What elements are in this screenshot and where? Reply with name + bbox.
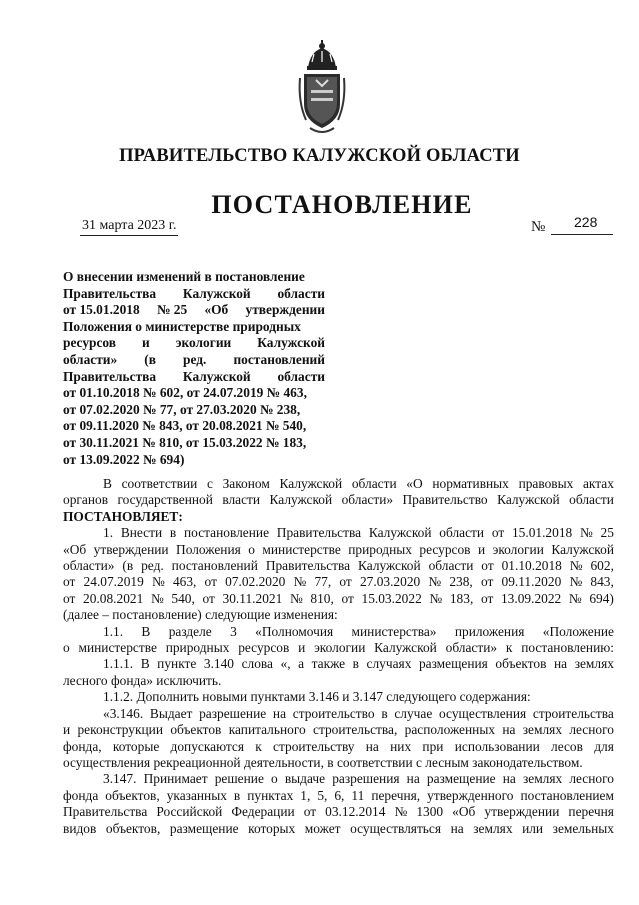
body-word: на — [406, 771, 420, 787]
body-word: землях — [473, 820, 513, 836]
body-word: 843, — [590, 574, 614, 590]
body-word: на — [554, 656, 568, 672]
document-date: 31 марта 2023 г. — [80, 218, 178, 236]
body-word: использовании — [454, 738, 540, 754]
body-word: от — [481, 558, 494, 574]
body-word: «Положение — [542, 623, 614, 639]
subject-word: и — [141, 335, 150, 351]
body-word: разделе — [168, 623, 212, 639]
body-word: 03.12.2014 — [325, 804, 386, 820]
body-word: осуществления — [439, 705, 527, 721]
body-word: лесного — [569, 771, 614, 787]
body-word: постановлений — [171, 558, 258, 574]
subject-line: от 07.02.2020 № 77, от 27.03.2020 № 238, — [63, 401, 301, 417]
body-line — [63, 656, 614, 672]
body-word: актах — [582, 476, 614, 491]
body-word: которые — [112, 738, 160, 754]
body-word: которых — [248, 820, 296, 836]
body-word: строительства, — [313, 722, 398, 738]
body-word: области — [428, 558, 474, 574]
body-word: № — [151, 574, 165, 590]
body-word: «Об — [452, 804, 476, 820]
body-word: № — [568, 590, 582, 606]
body-word: капитального — [228, 722, 306, 738]
body-line — [63, 739, 614, 755]
body-word: 30.11.2021 — [222, 590, 283, 606]
body-word: «, — [280, 656, 291, 672]
body-word: а — [298, 656, 305, 672]
body-word: Калужской — [269, 492, 333, 508]
body-word: 09.11.2020 — [501, 574, 562, 590]
number-underline — [551, 234, 613, 235]
body-word: в — [381, 705, 388, 721]
body-word: 810, — [310, 590, 334, 606]
body-word: объектов, — [105, 787, 160, 803]
body-word: Калужской — [497, 492, 560, 508]
body-word: земельных — [552, 820, 614, 836]
body-word: утверждении — [93, 541, 169, 557]
subject-line: О внесении изменений в постановление — [63, 269, 305, 284]
body-word: № — [428, 574, 442, 590]
body-word: соответствии — [121, 476, 198, 491]
number-sign: № — [531, 219, 546, 235]
body-word: также — [311, 656, 346, 672]
body-word: для — [594, 738, 614, 754]
body-word: Выдает — [149, 705, 193, 721]
body-word: от — [491, 525, 505, 541]
body-word: лесов — [551, 738, 583, 754]
body-word: 1.1. — [103, 623, 124, 639]
subject-line — [63, 302, 325, 319]
body-word: 183, — [449, 590, 474, 606]
body-word: Внести — [120, 525, 163, 541]
body-word: 20.08.2021 — [83, 590, 144, 606]
body-word: от — [339, 574, 352, 590]
body-word: «О — [406, 476, 423, 491]
body-word: 07.02.2020 — [225, 574, 286, 590]
body-word: Калужской — [279, 476, 343, 491]
body-word: 3 — [230, 623, 237, 639]
subject-line — [63, 286, 325, 303]
subject-word: Калужской — [182, 285, 251, 301]
document-number: 228 — [574, 214, 598, 230]
body-word: 11 — [351, 787, 365, 803]
body-word: В — [140, 656, 150, 672]
body-word: в — [233, 787, 241, 803]
body-line — [63, 591, 614, 607]
body-word: на — [502, 722, 516, 738]
subject-word: ред. — [183, 351, 207, 367]
body-word: экологии — [492, 541, 544, 557]
body-word: решение — [214, 771, 264, 787]
body-word: фонда, — [63, 738, 102, 754]
body-word: В — [141, 623, 151, 639]
body-word: экологии — [314, 640, 366, 656]
body-word: ред. — [141, 558, 164, 574]
body-line — [63, 525, 614, 541]
body-word: от — [204, 574, 217, 590]
body-word: Калужской — [551, 541, 614, 557]
body-line — [63, 706, 614, 722]
body-word: в — [169, 525, 177, 541]
body-word: разрешения — [332, 771, 400, 787]
body-word: постановлению: — [521, 640, 614, 656]
body-word: размещение — [426, 771, 496, 787]
body-word: на — [365, 738, 379, 754]
body-word: «Об — [63, 541, 87, 557]
body-word: разрешение — [199, 705, 267, 721]
body-word: землях — [522, 722, 563, 738]
body-word: реконструкции — [77, 722, 163, 738]
body-word: от — [202, 590, 215, 606]
body-word: пунктах — [247, 787, 294, 803]
body-word: от — [480, 590, 494, 606]
body-word: 238, — [449, 574, 473, 590]
body-line-resolves: ПОСТАНОВЛЯЕТ: — [63, 508, 183, 524]
body-word: Российской — [156, 804, 223, 820]
body-word: размещения — [418, 656, 488, 672]
body-word: 27.03.2020 — [359, 574, 421, 590]
subject-word: области» — [63, 351, 118, 367]
body-word: области» — [341, 492, 394, 508]
body-word: землях — [522, 771, 563, 787]
body-line — [63, 558, 614, 574]
body-word: Правительство — [402, 492, 488, 508]
body-word: о — [248, 541, 255, 557]
body-word: постановление — [184, 525, 270, 541]
body-word: власти — [222, 492, 261, 508]
subject-word: утверждении — [245, 302, 325, 318]
body-word: 01.10.2018 — [501, 558, 562, 574]
body-word: объектов — [495, 656, 547, 672]
body-word: 3.147. — [103, 771, 137, 787]
body-word: 1. — [103, 525, 114, 541]
body-word: 1.1.1. — [103, 656, 134, 672]
body-word: 25 — [600, 525, 614, 541]
body-word: 463, — [172, 574, 197, 590]
body-word: области» — [63, 558, 115, 574]
body-word: «Полномочия — [255, 623, 334, 639]
subject-word: Правительства — [63, 368, 157, 384]
subject-word: ресурсов — [63, 335, 116, 351]
body-word: № — [579, 525, 593, 541]
document-body — [63, 476, 614, 837]
body-word: в — [352, 656, 359, 672]
body-word: Правительства — [63, 804, 148, 820]
body-word: от — [63, 574, 76, 590]
body-word: объектов, — [105, 820, 161, 836]
body-word: 15.03.2022 — [361, 590, 422, 606]
body-word: указанных — [166, 787, 227, 803]
body-line: осуществления рекреационной деятельности, в соответствии с лесным законодательством. — [63, 754, 583, 770]
body-word: 1, — [300, 787, 311, 803]
body-word: приложения — [454, 623, 525, 639]
body-line — [63, 492, 614, 508]
body-word: при — [422, 738, 444, 754]
body-word: № — [394, 804, 408, 820]
body-word: № — [289, 590, 303, 606]
body-word: правовых — [518, 476, 574, 491]
body-line — [63, 771, 614, 787]
body-word: В — [103, 476, 112, 491]
body-word: Калужской — [374, 640, 437, 656]
body-word: министерстве — [78, 640, 157, 656]
body-word: № — [569, 558, 583, 574]
body-word: Калужской — [358, 558, 421, 574]
body-word: 694) — [589, 590, 614, 606]
body-word: от — [303, 804, 317, 820]
body-line — [63, 722, 614, 738]
body-word: 13.09.2022 — [500, 590, 562, 606]
document-type-title: ПОСТАНОВЛЕНИЕ — [211, 190, 473, 219]
body-word: осуществляться — [350, 820, 442, 836]
document-subject — [63, 269, 325, 468]
subject-word: постановлений — [233, 351, 325, 367]
body-word: объектов — [170, 722, 222, 738]
body-word: случаях — [366, 656, 412, 672]
body-line — [63, 542, 614, 558]
body-word: фонда — [63, 787, 99, 803]
body-word: и — [63, 722, 71, 738]
body-word: утвержденного — [427, 787, 514, 803]
body-word: 5, — [317, 787, 328, 803]
body-word: постановлением — [520, 787, 614, 803]
body-line — [63, 624, 614, 640]
body-word: № — [569, 574, 583, 590]
subject-line: от 09.11.2020 № 843, от 20.08.2021 № 540, — [63, 418, 307, 434]
government-title: ПРАВИТЕЛЬСТВО КАЛУЖСКОЙ ОБЛАСТИ — [119, 146, 520, 166]
body-word: строительству — [273, 738, 355, 754]
body-line: 1.1.2. Дополнить новыми пунктами 3.146 и 3.147 следующего содержания: — [103, 689, 531, 705]
subject-word: от 15.01.2018 — [63, 302, 140, 318]
body-word: и — [477, 541, 486, 557]
body-word: ресурсов — [238, 640, 290, 656]
subject-line — [63, 335, 325, 352]
body-word: пункте — [157, 656, 197, 672]
body-word: на — [272, 705, 287, 721]
body-word: на — [450, 820, 464, 836]
body-word: 6, — [334, 787, 345, 803]
subject-word: (в — [144, 351, 156, 367]
body-word: нормативных — [432, 476, 509, 491]
subject-line: от 30.11.2021 № 810, от 15.03.2022 № 183, — [63, 434, 307, 450]
body-word: природных — [165, 640, 230, 656]
body-line — [63, 476, 614, 492]
body-word: 602, — [590, 558, 614, 574]
body-word: к — [505, 640, 513, 656]
body-word: Калужской — [368, 525, 432, 541]
body-word: 77, — [314, 574, 332, 590]
body-word: Федерации — [231, 804, 295, 820]
body-word: Правительства — [276, 525, 362, 541]
body-word: от — [480, 574, 494, 590]
subject-word: Калужской — [257, 335, 325, 351]
body-word: ресурсов — [419, 541, 471, 557]
body-word: 540, — [171, 590, 195, 606]
body-word: расположенных — [404, 722, 496, 738]
body-word: от — [341, 590, 354, 606]
subject-word: № 25 — [156, 302, 188, 318]
subject-line: Положения о министерстве природных — [63, 318, 301, 334]
body-word: области» — [445, 640, 498, 656]
body-word: природных — [348, 541, 412, 557]
subject-word: Правительства — [63, 285, 157, 301]
body-word: с — [206, 476, 213, 491]
body-word: министерства» — [351, 623, 437, 639]
body-word: выдаче — [284, 771, 326, 787]
body-line — [63, 788, 614, 804]
body-word: 1300 — [416, 804, 444, 820]
body-word: к — [255, 738, 262, 754]
body-word: о — [63, 640, 70, 656]
body-word: области — [439, 525, 485, 541]
body-word: Принимает — [143, 771, 208, 787]
body-word: «3.146. — [103, 705, 144, 721]
body-word: и — [298, 640, 306, 656]
body-word: них — [390, 738, 412, 754]
body-word: случае — [394, 705, 433, 721]
body-word: органов — [63, 492, 109, 508]
body-word: 3.140 — [203, 656, 235, 672]
subject-line — [63, 369, 325, 386]
body-line: (далее – постановление) следующие изменения: — [63, 607, 338, 623]
body-word: о — [271, 771, 278, 787]
body-word: допускаются — [170, 738, 245, 754]
body-word: слова — [241, 656, 273, 672]
body-word: № — [150, 590, 164, 606]
subject-line: от 01.10.2018 № 602, от 24.07.2019 № 463, — [63, 385, 307, 401]
body-line — [63, 821, 614, 837]
body-word: на — [502, 771, 516, 787]
body-word: может — [304, 820, 341, 836]
body-word: № — [429, 590, 443, 606]
subject-line: от 13.09.2022 № 694) — [63, 451, 185, 467]
coat-of-arms-icon — [296, 38, 348, 138]
body-word: Положения — [176, 541, 241, 557]
body-word: строительства — [532, 705, 614, 721]
body-word: области — [569, 492, 614, 508]
subject-word: экологии — [175, 335, 232, 351]
subject-word: «Об — [204, 302, 229, 318]
body-word: или — [522, 820, 544, 836]
body-word: видов — [63, 820, 97, 836]
body-word: министерстве — [262, 541, 341, 557]
body-word: Правительства — [265, 558, 351, 574]
body-line: лесного фонда» исключить. — [63, 672, 222, 688]
body-word: 24.07.2019 — [83, 574, 144, 590]
body-word: от — [63, 590, 76, 606]
body-line — [63, 804, 614, 820]
subject-word: области — [277, 285, 325, 301]
body-word: утверждении — [484, 804, 560, 820]
body-line — [63, 574, 614, 590]
subject-word: Калужской — [182, 368, 251, 384]
body-line — [63, 640, 614, 656]
body-word: лесного — [569, 722, 614, 738]
body-word: размещение — [169, 820, 239, 836]
body-word: 15.01.2018 — [511, 525, 573, 541]
body-word: землях — [574, 656, 614, 672]
body-word: Законом — [222, 476, 270, 491]
body-word: области — [351, 476, 397, 491]
body-word: перечня — [568, 804, 614, 820]
body-word: (в — [122, 558, 134, 574]
subject-line — [63, 352, 325, 369]
body-word: строительство — [292, 705, 375, 721]
body-word: перечня, — [371, 787, 421, 803]
body-word: № — [293, 574, 307, 590]
subject-word: области — [277, 368, 325, 384]
body-word: государственной — [117, 492, 213, 508]
